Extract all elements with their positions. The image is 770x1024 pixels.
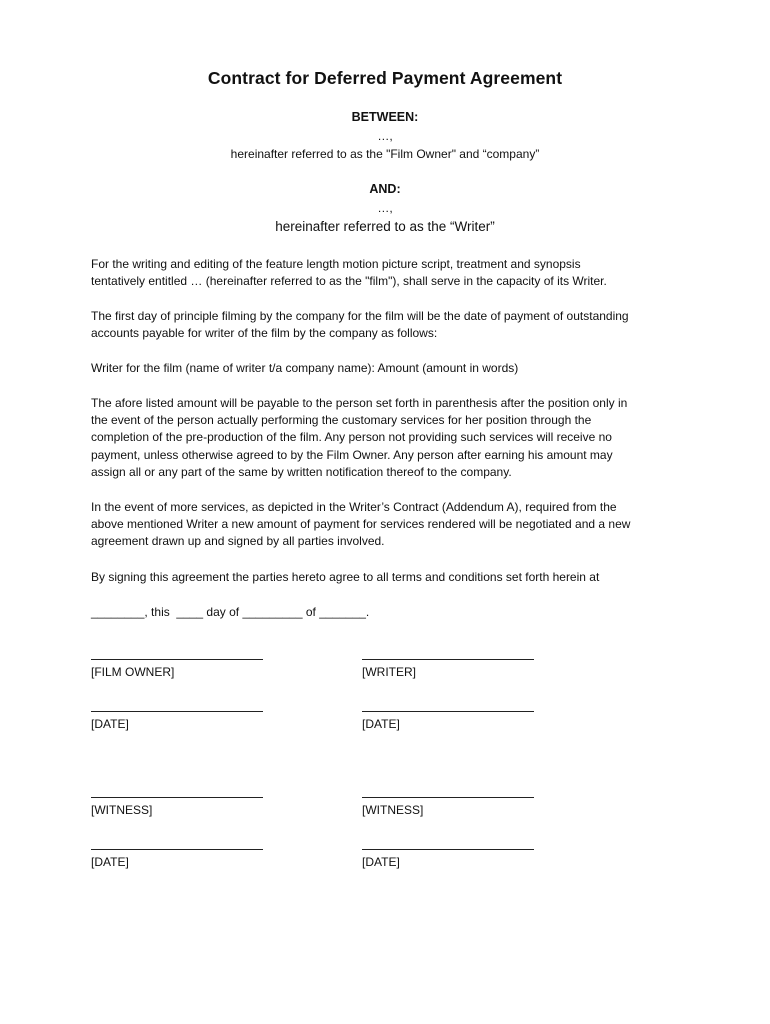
paragraph-amount xyxy=(91,360,691,377)
signature-label: [DATE] xyxy=(362,717,400,731)
signature-line xyxy=(362,711,534,712)
date-fill-in: ________, this ____ day of _________ of _______. xyxy=(91,605,370,619)
signature-film-owner xyxy=(91,659,263,680)
party1-placeholder: …, xyxy=(377,129,393,143)
signature-date-right xyxy=(362,711,534,732)
signature-date-left xyxy=(91,711,263,732)
signature-writer xyxy=(362,659,534,680)
signature-line xyxy=(91,711,263,712)
paragraph-line: payment, unless otherwise agreed to by the Film Owner. Any person after earning his amount may xyxy=(91,447,613,462)
between-label: BETWEEN: xyxy=(351,110,419,124)
party1-reference: hereinafter referred to as the "Film Owner" and “company” xyxy=(230,147,540,161)
signature-line xyxy=(91,659,263,660)
paragraph-line: tentatively entitled … (hereinafter referred to as the "film"), shall serve in the capacity of its Writer. xyxy=(91,274,607,289)
paragraph-line: completion of the pre-production of the film. Any person not providing such services will receive no xyxy=(91,430,612,445)
signature-label: [WITNESS] xyxy=(91,803,153,817)
paragraph-agreement xyxy=(91,569,691,586)
signature-line xyxy=(91,849,263,850)
signature-line xyxy=(91,797,263,798)
signature-label: [WITNESS] xyxy=(362,803,424,817)
paragraph-line: the event of the person actually performing the customary services for her position through the xyxy=(91,413,592,428)
signature-witness-right xyxy=(362,797,534,818)
date-line xyxy=(91,604,691,621)
paragraph-line: above mentioned Writer a new amount of payment for services rendered will be negotiated and a new xyxy=(91,517,631,532)
paragraph-line: Writer for the film (name of writer t/a company name): Amount (amount in words) xyxy=(91,361,519,375)
party2-reference: hereinafter referred to as the “Writer” xyxy=(275,219,495,234)
paragraph-conditions xyxy=(91,395,691,481)
signature-label: [WRITER] xyxy=(362,665,416,679)
signature-witness-date-right xyxy=(362,849,534,870)
party2-placeholder: …, xyxy=(377,201,393,215)
paragraph-line: agreement drawn up and signed by all parties involved. xyxy=(91,534,385,549)
paragraph-scope xyxy=(91,256,691,290)
signature-witness-left xyxy=(91,797,263,818)
paragraph-line: In the event of more services, as depicted in the Writer’s Contract (Addendum A), required from the xyxy=(91,500,617,514)
paragraph-line: The afore listed amount will be payable to the person set forth in parenthesis after the position only in xyxy=(91,396,628,410)
paragraph-line: By signing this agreement the parties hereto agree to all terms and conditions set forth herein at xyxy=(91,570,600,584)
paragraph-line: The first day of principle filming by the company for the film will be the date of payment of outstanding xyxy=(91,309,629,323)
signature-label: [DATE] xyxy=(91,717,129,731)
signature-line xyxy=(362,849,534,850)
paragraph-payment-date xyxy=(91,308,691,342)
signature-witness-date-left xyxy=(91,849,263,870)
and-label: AND: xyxy=(369,182,401,196)
paragraph-additional-services xyxy=(91,499,691,551)
signature-label: [FILM OWNER] xyxy=(91,665,175,679)
document-title: Contract for Deferred Payment Agreement xyxy=(207,68,563,88)
paragraph-line: For the writing and editing of the feature length motion picture script, treatment and synopsis xyxy=(91,257,581,271)
paragraph-line: accounts payable for writer of the film by the company as follows: xyxy=(91,326,438,341)
signature-label: [DATE] xyxy=(91,855,129,869)
signature-line xyxy=(362,659,534,660)
signature-label: [DATE] xyxy=(362,855,400,869)
paragraph-line: assign all or any part of the same by written notification thereof to the company. xyxy=(91,464,512,479)
signature-line xyxy=(362,797,534,798)
